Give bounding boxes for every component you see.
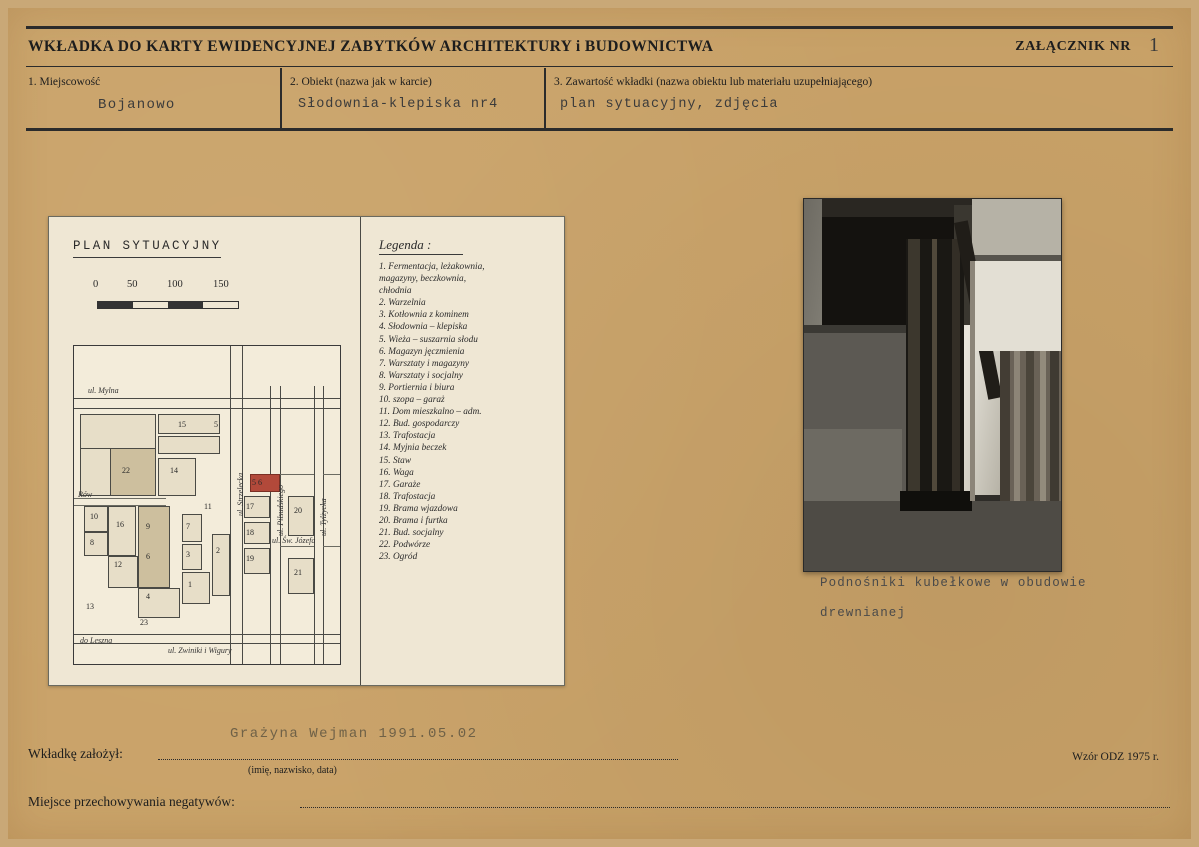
- photo-caption-line1: Podnośniki kubełkowe w obudowie: [820, 576, 1087, 590]
- negatives-label: Miejsce przechowywania negatywów:: [28, 794, 235, 809]
- map-direction-leszno: do Leszna: [80, 636, 113, 645]
- document-card: [8, 8, 1191, 839]
- field-object: [290, 76, 540, 112]
- legend-item: chłodnia: [379, 286, 412, 297]
- header-rule-top: [26, 26, 1173, 29]
- photo-caption-line2: drewnianej: [820, 606, 907, 620]
- legend-item: 12. Bud. gospodarczy: [379, 419, 460, 430]
- legend-item: 11. Dom mieszkalno – adm.: [379, 407, 482, 418]
- legend-item: 19. Brama wjazdowa: [379, 503, 458, 514]
- field-locality-value: Bojanowo: [98, 97, 176, 113]
- field-object-label: 2. Obiekt (nazwa jak w karcie): [290, 76, 432, 88]
- legend-item: 16. Waga: [379, 467, 414, 478]
- legend-title: Legenda :: [379, 237, 432, 252]
- map-street-zwirki: ul. Zwiniki i Wigury: [168, 646, 232, 655]
- legend-item: 18. Trafostacja: [379, 491, 436, 502]
- map-street-pilsudskiego: ul. Piłsudskiego: [276, 484, 285, 536]
- field-divider-1: [280, 68, 282, 128]
- legend-title-underline: [379, 254, 463, 255]
- created-by-hint: (imię, nazwisko, data): [248, 765, 337, 776]
- map-feature-row: Rów: [78, 490, 93, 499]
- scale-bar: [97, 301, 239, 309]
- legend-item: 5. Wieża – suszarnia słodu: [379, 334, 478, 345]
- legend-item: 7. Warsztaty i magazyny: [379, 358, 470, 369]
- plan-title: PLAN SYTUACYJNY: [73, 239, 222, 253]
- plan-divider: [360, 217, 361, 685]
- map-street-tylzycka: ul. Tylżycka: [319, 498, 328, 536]
- legend-item: 20. Brama i furtka: [379, 515, 448, 526]
- header-rule-mid: [26, 66, 1173, 67]
- legend-item: 17. Garaże: [379, 479, 421, 490]
- field-content: [554, 76, 1174, 112]
- map-street-strzelecka: ul. Strzelecka: [236, 472, 245, 516]
- photograph: [803, 198, 1062, 572]
- plan-title-underline: [73, 257, 221, 258]
- field-locality-label: 1. Miejscowość: [28, 76, 101, 88]
- site-map: 15 5 22 14 10 8 16 12 9 6 4 7 3 1 2 23 5 6 17 18 19 20 21 13 11 ul. Mylna ul. Strzelecka ul. Piłsudskiego ul. Tylżycka ul. Św. Józefa do Leszna ul. Zwiniki i Wigury Rów: [73, 345, 341, 665]
- legend-item: 13. Trafostacja: [379, 431, 436, 442]
- map-street-jozefa: ul. Św. Józefa: [272, 536, 316, 545]
- situation-plan-panel: PLAN SYTUACYJNY 0 50 100 150 15 5 22 14 10 8 16 12 9 6 4 7 3 1 2 23 5 6 17 18 19 20 21 13 11 ul. Mylna ul. Strzelecka ul. Piłsudskiego ul. Tylżycka ul. Św. Józefa do Leszna ul. Zwiniki i Wigury Rów Legenda : 1. Fermentacja, leżakownia, magazyny, beczkownia, chłodnia 2. Warzelnia 3. Kotłownia z kominem 4. Słodownia – klepiska 5. Wieża – suszarnia słodu 6. Magazyn jęczmienia 7. Warsztaty i magazyny 8. Warsztaty i socjalny 9. Portiernia i biura 10. szopa – garaż 11. Dom mieszkalno – adm. 12. Bud. gospodarczy 13. Trafostacja 14. Myjnia beczek 15. Staw 16. Waga 17. Garaże 18. Trafostacja 19. Brama wjazdowa 20. Brama i furtka 21. Bud. socjalny 22. Podwórze 23. Ogród: [48, 216, 565, 686]
- form-code: Wzór ODZ 1975 r.: [1072, 751, 1159, 763]
- legend-item: 10. szopa – garaż: [379, 395, 445, 406]
- legend-item: 22. Podwórze: [379, 540, 431, 551]
- annex-number: 1: [1149, 34, 1159, 56]
- photo-caption: [820, 568, 1170, 628]
- legend-item: 14. Myjnia beczek: [379, 443, 447, 454]
- legend-item: 3. Kotłownia z kominem: [379, 310, 469, 321]
- legend-item: 2. Warzelnia: [379, 298, 426, 309]
- field-locality: [28, 76, 273, 113]
- created-by-line: [158, 758, 678, 760]
- legend-list: [379, 261, 559, 563]
- legend-item: 6. Magazyn jęczmienia: [379, 346, 465, 357]
- created-by-value: Grażyna Wejman 1991.05.02: [230, 726, 478, 742]
- field-object-value: Słodownia-klepiska nr4: [298, 97, 499, 112]
- field-divider-2: [544, 68, 546, 128]
- legend-item: 15. Staw: [379, 455, 412, 466]
- legend-item: 21. Bud. socjalny: [379, 528, 444, 539]
- annex-label: ZAŁĄCZNIK NR: [1015, 39, 1131, 54]
- legend-item: magazyny, beczkownia,: [379, 274, 467, 285]
- created-by-label: Wkładkę założył:: [28, 746, 123, 761]
- legend-item: 23. Ogród: [379, 552, 418, 563]
- header-rule-bottom: [26, 128, 1173, 131]
- legend-item: 8. Warsztaty i socjalny: [379, 370, 463, 381]
- legend-item: 1. Fermentacja, leżakownia,: [379, 262, 485, 272]
- map-street-mylna: ul. Mylna: [88, 386, 119, 395]
- legend-item: 4. Słodownia – klepiska: [379, 322, 468, 333]
- negatives-line: [300, 806, 1170, 808]
- field-content-value: plan sytuacyjny, zdjęcia: [560, 97, 779, 112]
- field-content-label: 3. Zawartość wkładki (nazwa obiektu lub materiału uzupełniającego): [554, 76, 873, 88]
- page-title: WKŁADKA DO KARTY EWIDENCYJNEJ ZABYTKÓW ARCHITEKTURY i BUDOWNICTWA: [28, 38, 714, 55]
- legend-item: 9. Portiernia i biura: [379, 382, 455, 393]
